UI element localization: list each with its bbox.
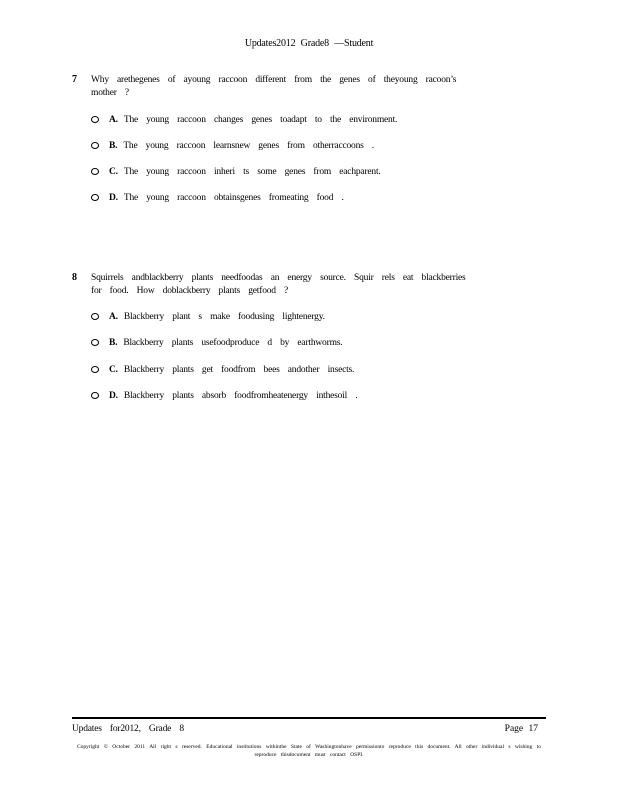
question-number: 7 — [72, 74, 77, 85]
option-letter: B. — [109, 338, 118, 348]
option-text: Blackberry plant s make foodusing lightenergy. — [123, 312, 325, 322]
radio-bubble-icon[interactable] — [91, 168, 99, 175]
option-text: The young raccoon inheri ts some genes from eachparent. — [123, 167, 381, 177]
option-text: Blackberry plants get foodfrom bees andother insects. — [123, 365, 355, 375]
option-text: The young raccoon learnsnew genes from otherraccoons . — [123, 141, 374, 151]
radio-bubble-icon[interactable] — [91, 194, 99, 201]
option-letter: C. — [109, 167, 118, 177]
option-text: Blackberry plants absorb foodfromheatenergy inthesoil . — [123, 391, 358, 401]
radio-bubble-icon[interactable] — [91, 313, 99, 320]
footer-divider — [72, 717, 546, 719]
option-d[interactable] — [91, 391, 357, 403]
option-letter: B. — [109, 141, 118, 151]
footer-title: Updates for2012, Grade 8 — [72, 724, 184, 734]
option-text: Blackberry plants usefoodproduce d by earthworms. — [123, 338, 343, 348]
option-text: The young raccoon changes genes toadapt to the environment. — [123, 115, 398, 125]
radio-bubble-icon[interactable] — [91, 392, 99, 399]
page-header: Updates2012 Grade8 —Student — [244, 38, 374, 49]
option-d[interactable] — [91, 193, 344, 205]
option-letter: A. — [109, 312, 118, 322]
question-number: 8 — [72, 272, 77, 283]
radio-bubble-icon[interactable] — [91, 366, 99, 373]
option-text: The young raccoon obtainsgenes fromeating food . — [123, 193, 344, 203]
question-text: Squirrels andblackberry plants needfoodas an energy source. Squir rels eat blackberries for food. How doblackberry plants getfood ? — [91, 273, 466, 296]
option-letter: D. — [109, 391, 118, 401]
option-letter: D. — [109, 193, 118, 203]
radio-bubble-icon[interactable] — [91, 142, 99, 149]
option-b[interactable] — [91, 141, 374, 153]
option-a[interactable] — [91, 115, 397, 127]
option-letter: A. — [109, 115, 118, 125]
option-letter: C. — [109, 365, 118, 375]
page-number: Page 17 — [504, 724, 538, 734]
option-b[interactable] — [91, 338, 342, 350]
option-a[interactable] — [91, 312, 325, 324]
radio-bubble-icon[interactable] — [91, 116, 99, 123]
copyright-notice: Copyright © October 2011 All right s reserved. Educational institutions withinthe State of Washingtonhave permissionto reproduce this document. All other individual s wishing to reproduce thisdocument must contact OSPI. — [77, 744, 541, 758]
question-text: Why arethegenes of ayoung raccoon different from the genes of theyoung racoon’s mother ? — [91, 75, 457, 98]
option-c[interactable] — [91, 167, 381, 179]
radio-bubble-icon[interactable] — [91, 339, 99, 346]
option-c[interactable] — [91, 365, 354, 377]
